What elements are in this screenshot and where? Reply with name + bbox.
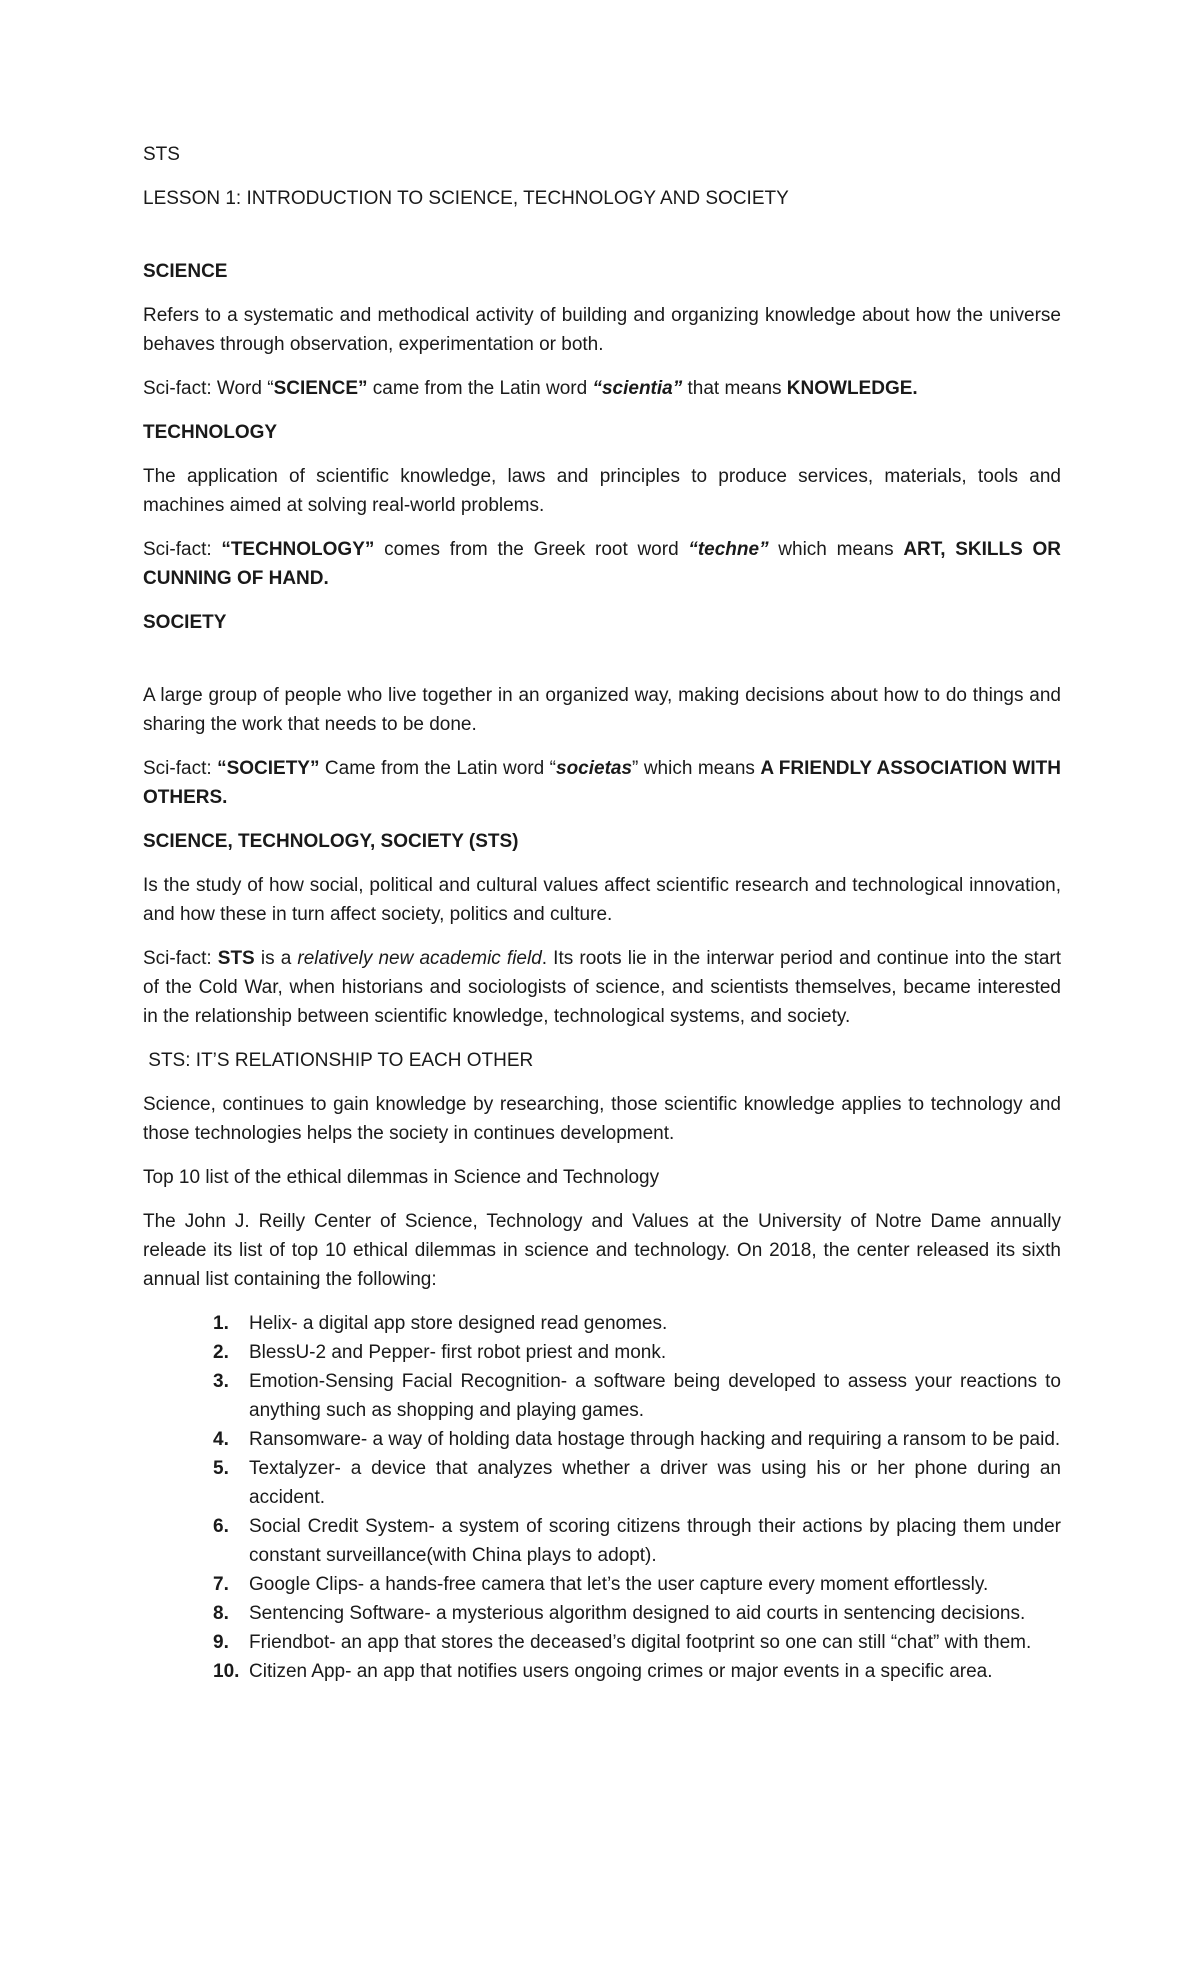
fact-term: STS: [217, 948, 255, 969]
sts-heading: SCIENCE, TECHNOLOGY, SOCIETY (STS): [143, 831, 519, 852]
list-item-number: 7.: [213, 1574, 229, 1595]
fact-meaning: KNOWLEDGE.: [786, 378, 918, 399]
list-item: [143, 1309, 1061, 1338]
list-item-number: 1.: [213, 1313, 229, 1334]
list-item-text: Emotion-Sensing Facial Recognition- a software being developed to assess your reactions to anything such as shopping and playing games.: [249, 1371, 1061, 1421]
society-fact: [143, 754, 1061, 812]
fact-text: Came from the Latin word “: [319, 758, 556, 779]
sts-definition: Is the study of how social, political and cultural values affect scientific research and technological innovation, and how these in turn affect society, politics and culture.: [143, 875, 1061, 925]
fact-root-word: “techne”: [688, 539, 769, 560]
list-item: [143, 1367, 1061, 1425]
list-item-number: 5.: [213, 1458, 229, 1479]
relationship-text: Science, continues to gain knowledge by researching, those scientific knowledge applies to technology and those technologies helps the society in continues development.: [143, 1094, 1061, 1144]
list-item-text: Helix- a digital app store designed read genomes.: [249, 1313, 668, 1334]
sts-fact: [143, 944, 1061, 1031]
list-item-number: 10.: [213, 1661, 240, 1682]
fact-text: comes from the Greek root word: [374, 539, 689, 560]
list-item: [143, 1570, 1061, 1599]
list-item-number: 3.: [213, 1371, 229, 1392]
technology-heading: TECHNOLOGY: [143, 422, 278, 443]
list-item-text: Textalyzer- a device that analyzes whether a driver was using his or her phone during an accident.: [249, 1458, 1061, 1508]
relationship-heading: STS: IT’S RELATIONSHIP TO EACH OTHER: [143, 1050, 534, 1071]
list-item: [143, 1657, 1061, 1686]
list-item: [143, 1338, 1061, 1367]
list-item: [143, 1512, 1061, 1570]
dilemmas-heading: Top 10 list of the ethical dilemmas in Science and Technology: [143, 1167, 660, 1188]
list-item-text: Citizen App- an app that notifies users ongoing crimes or major events in a specific area.: [249, 1661, 993, 1682]
fact-prefix: Sci-fact: Word “: [143, 378, 274, 399]
fact-term: “SOCIETY”: [217, 758, 320, 779]
fact-root-word: societas: [556, 758, 633, 779]
list-item-number: 9.: [213, 1632, 229, 1653]
fact-root-word: “scientia”: [592, 378, 683, 399]
list-item-text: BlessU-2 and Pepper- first robot priest and monk.: [249, 1342, 667, 1363]
fact-text: that means: [682, 378, 787, 399]
fact-text: is a: [254, 948, 298, 969]
society-heading: SOCIETY: [143, 612, 227, 633]
dilemmas-list: [143, 1309, 1061, 1686]
fact-meaning: A FRIENDLY ASSOCIATION WITH OTHERS.: [143, 758, 1061, 808]
list-item-number: 6.: [213, 1516, 229, 1537]
document-body: [143, 140, 1061, 1686]
technology-fact: [143, 535, 1061, 593]
list-item-number: 4.: [213, 1429, 229, 1450]
fact-prefix: Sci-fact:: [143, 758, 218, 779]
society-definition: A large group of people who live together in an organized way, making decisions about how to do things and sharing the work that needs to be done.: [143, 685, 1061, 735]
lesson-title: LESSON 1: INTRODUCTION TO SCIENCE, TECHNOLOGY AND SOCIETY: [143, 188, 789, 209]
science-heading: SCIENCE: [143, 261, 228, 282]
list-item-text: Sentencing Software- a mysterious algorithm designed to aid courts in sentencing decisions.: [249, 1603, 1026, 1624]
technology-definition: The application of scientific knowledge, laws and principles to produce services, materials, tools and machines aimed at solving real-world problems.: [143, 466, 1061, 516]
list-item: [143, 1454, 1061, 1512]
fact-italic-text: relatively new academic field: [297, 948, 542, 969]
course-label: STS: [143, 144, 180, 165]
fact-term: “TECHNOLOGY”: [221, 539, 375, 560]
fact-text: came from the Latin word: [367, 378, 593, 399]
list-item-text: Google Clips- a hands-free camera that let’s the user capture every moment effortlessly.: [249, 1574, 989, 1595]
list-item-text: Ransomware- a way of holding data hostage through hacking and requiring a ransom to be paid.: [249, 1429, 1061, 1450]
fact-prefix: Sci-fact:: [143, 539, 222, 560]
fact-meaning: ART, SKILLS OR CUNNING OF HAND.: [143, 539, 1061, 589]
list-item-text: Social Credit System- a system of scoring citizens through their actions by placing them under constant surveillance(with China plays to adopt).: [249, 1516, 1061, 1566]
list-item: [143, 1628, 1061, 1657]
fact-text: which means: [768, 539, 904, 560]
fact-text: ” which means: [632, 758, 761, 779]
fact-prefix: Sci-fact:: [143, 948, 218, 969]
science-fact: [143, 374, 1061, 403]
list-item-text: Friendbot- an app that stores the deceased’s digital footprint so one can still “chat” with them.: [249, 1632, 1032, 1653]
list-item-number: 8.: [213, 1603, 229, 1624]
list-item-number: 2.: [213, 1342, 229, 1363]
dilemmas-intro: The John J. Reilly Center of Science, Technology and Values at the University of Notre Dame annually releade its list of top 10 ethical dilemmas in science and technology. On 2018, the center released its sixth annual list containing the following:: [143, 1211, 1061, 1290]
list-item: [143, 1599, 1061, 1628]
fact-term: SCIENCE”: [273, 378, 368, 399]
fact-text: . Its roots lie in the interwar period and continue into the start of the Cold War, when historians and sociologists of science, and scientists themselves, became interested in the relationship between scientific knowledge, technological systems, and society.: [143, 948, 1062, 1027]
science-definition: Refers to a systematic and methodical activity of building and organizing knowledge about how the universe behaves through observation, experimentation or both.: [143, 305, 1061, 355]
list-item: [143, 1425, 1061, 1454]
